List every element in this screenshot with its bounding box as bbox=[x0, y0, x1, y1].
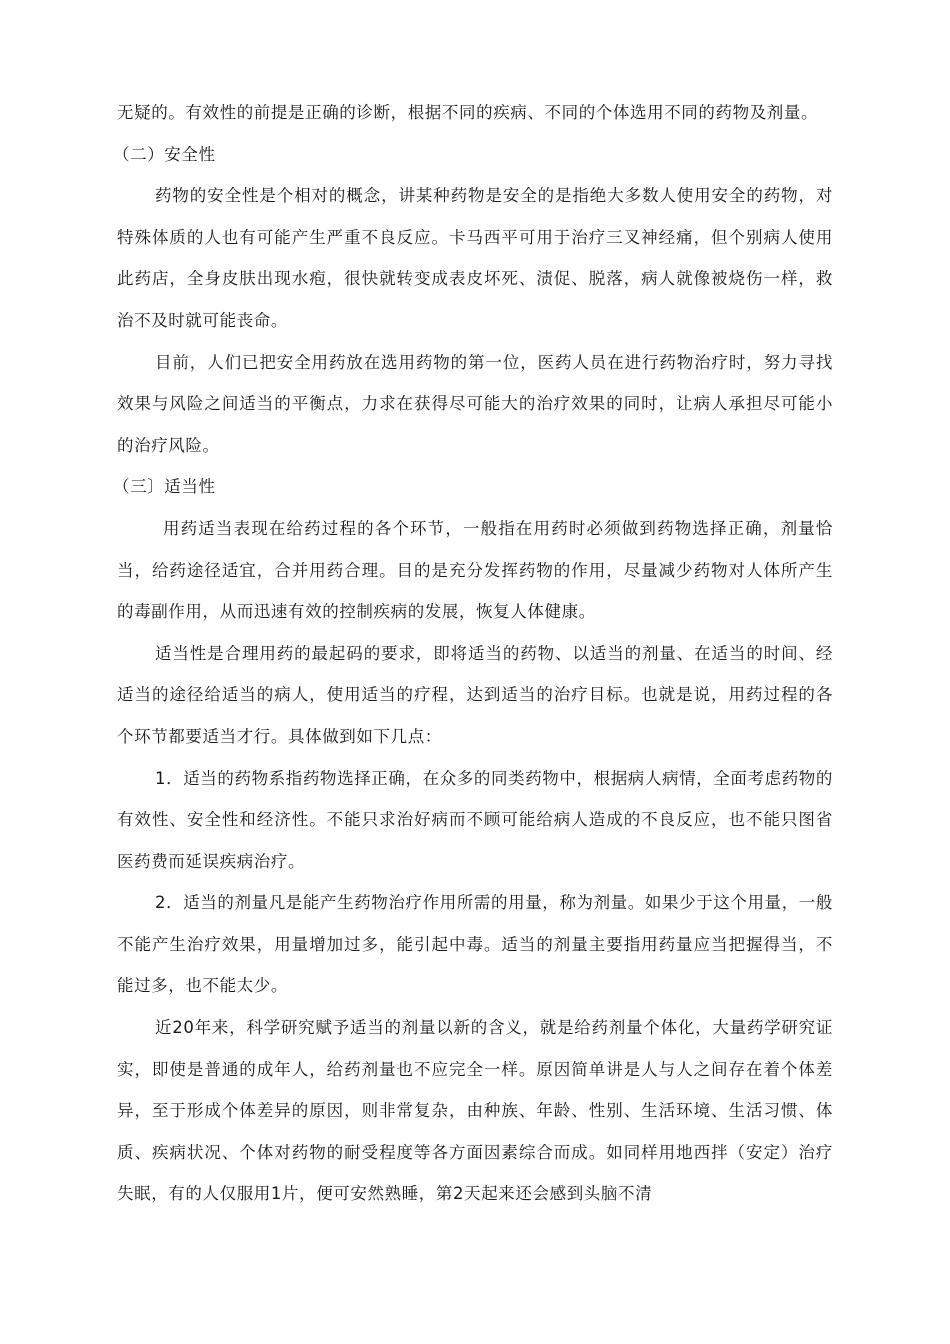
paragraph-appropriate-administration: 用药适当表现在给药过程的各个环节，一般指在用药时必须做到药物选择正确，剂量恰当，给药途径适宜，合并用药合理。目的是充分发挥药物的作用，尽量减少药物对人体所产生的毒副作用，从而迅速有效的控制疾病的发展，恢复人体健康。 bbox=[117, 518, 833, 622]
section-heading-appropriateness: （三〕适当性 bbox=[113, 477, 216, 497]
document-body bbox=[113, 92, 833, 1215]
paragraph-effectiveness-continued: 无疑的。有效性的前提是正确的诊断，根据不同的疾病、不同的个体选用不同的药物及剂量。 bbox=[117, 103, 819, 122]
list-item-appropriate-dose: 2．适当的剂量凡是能产生药物治疗作用所需的用量，称为剂量。如果少于这个用量，一般不能产生治疗效果，用量增加过多，能引起中毒。适当的剂量主要指用药量应当把握得当，不能过多，也不能太少。 bbox=[117, 893, 833, 996]
paragraph-appropriateness-requirement: 适当性是合理用药的最起码的要求，即将适当的药物、以适当的剂量、在适当的时间、经适当的途径给适当的病人，使用适当的疗程，达到适当的治疗目标。也就是说，用药过程的各个环节都要适当才行。具体做到如下几点： bbox=[117, 643, 833, 746]
paragraph-dose-individualization: 近20年来，科学研究赋予适当的剂量以新的含义，就是给药剂量个体化，大量药学研究证实，即使是普通的成年人，给药剂量也不应完全一样。原因简单讲是人与人之间存在着个体差异，至于形成个体差异的原因，则非常复杂，由种族、年龄、性别、生活环境、生活习惯、体质、疾病状况、个体对药物的耐受程度等各方面因素综合而成。如同样用地西拌（安定）治疗失眠，有的人仅服用1片，便可安然熟睡，第2天起来还会感到头脑不清 bbox=[117, 1018, 833, 1204]
paragraph-safety-concept: 药物的安全性是个相对的概念，讲某种药物是安全的是指绝大多数人使用安全的药物，对特殊体质的人也有可能产生严重不良反应。卡马西平可用于治疗三叉神经痛，但个别病人使用此药店，全身皮肤出现水疱，很快就转变成表皮坏死、渍促、脱落，病人就像被烧伤一样，救治不及时就可能丧命。 bbox=[117, 186, 833, 330]
section-heading-safety: （二）安全性 bbox=[113, 144, 216, 164]
paragraph-safety-priority: 目前，人们已把安全用药放在选用药物的第一位，医药人员在进行药物治疗时，努力寻找效果与风险之间适当的平衡点，力求在获得尽可能大的治疗效果的同时，让病人承担尽可能小的治疗风险。 bbox=[117, 352, 833, 455]
list-item-appropriate-drug: 1．适当的药物系指药物选择正确，在众多的同类药物中，根据病人病情，全面考虑药物的有效性、安全性和经济性。不能只求治好病而不顾可能给病人造成的不良反应，也不能只图省医药费而延误疾病治疗。 bbox=[117, 768, 833, 871]
